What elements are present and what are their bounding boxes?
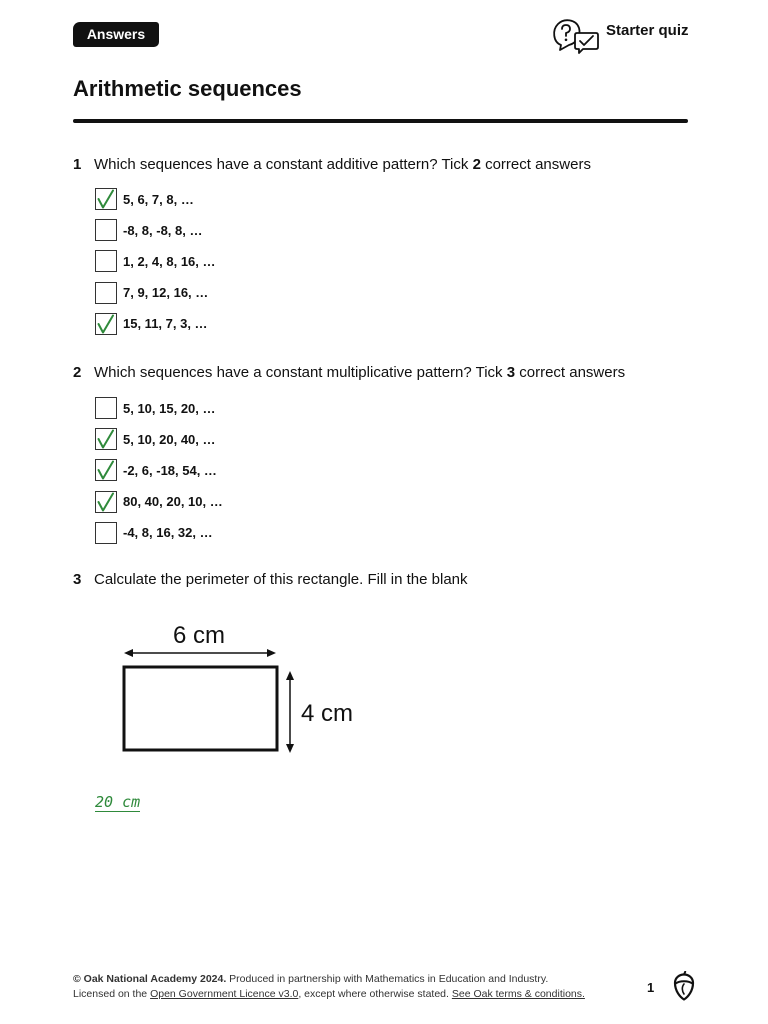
answer-checkbox[interactable]	[95, 188, 117, 210]
answer-checkbox[interactable]	[95, 459, 117, 481]
footer-line	[73, 972, 585, 987]
question-prompt	[94, 364, 625, 382]
answer-checkbox[interactable]	[95, 250, 117, 272]
quiz-type-label: Starter quiz	[606, 22, 689, 39]
footer	[73, 972, 585, 1002]
partnership-text: Produced in partnership with Mathematics in Education and Industry.	[229, 973, 549, 985]
answer-option	[95, 491, 223, 513]
question-number: 1	[73, 156, 82, 173]
page-number: 1	[647, 980, 655, 995]
terms-link[interactable]: See Oak terms & conditions.	[451, 988, 585, 1000]
width-arrow	[124, 649, 276, 657]
title-divider	[73, 119, 688, 123]
option-label: 5, 10, 20, 40, …	[123, 431, 216, 447]
copyright-text: © Oak National Academy 2024.	[73, 973, 227, 985]
answer-option	[95, 313, 216, 335]
answer-checkbox[interactable]	[95, 428, 117, 450]
width-label: 6 cm	[172, 622, 226, 649]
answer-checkbox[interactable]	[95, 282, 117, 304]
rectangle-diagram	[110, 612, 380, 760]
answer-count: 3	[506, 364, 516, 381]
answer-option	[95, 397, 223, 419]
answer-checkbox[interactable]	[95, 219, 117, 241]
answer-option	[95, 188, 216, 210]
answer-option	[95, 219, 216, 241]
answer-option	[95, 250, 216, 272]
option-label: 7, 9, 12, 16, …	[123, 285, 209, 301]
question-prompt: Calculate the perimeter of this rectangle. Fill in the blank	[94, 571, 468, 588]
answer-checkbox[interactable]	[95, 313, 117, 335]
option-label: -4, 8, 16, 32, …	[123, 525, 213, 541]
answer-checkbox[interactable]	[95, 397, 117, 419]
question-check-speech-bubbles-icon	[551, 18, 599, 54]
prompt-text: Which sequences have a constant multiplicative pattern? Tick	[94, 364, 503, 381]
options-list	[95, 188, 216, 344]
answer-option	[95, 428, 223, 450]
question-number: 3	[73, 571, 82, 588]
prompt-text: correct answers	[485, 156, 591, 173]
question-prompt	[94, 156, 591, 174]
answer-count: 2	[472, 156, 481, 173]
option-label: 15, 11, 7, 3, …	[123, 316, 208, 332]
option-label: 1, 2, 4, 8, 16, …	[123, 253, 216, 269]
prompt-text: correct answers	[519, 364, 626, 381]
answer-checkbox[interactable]	[95, 491, 117, 513]
oak-acorn-icon	[672, 971, 696, 1001]
page-title: Arithmetic sequences	[73, 76, 302, 101]
options-list	[95, 397, 223, 553]
checkmark-icon	[95, 459, 117, 481]
answer-blank[interactable]: 20 cm	[95, 793, 141, 811]
answers-badge: Answers	[73, 22, 159, 47]
question-number: 2	[73, 364, 82, 381]
option-label: 80, 40, 20, 10, …	[123, 494, 223, 510]
checkmark-icon	[95, 313, 117, 335]
checkmark-icon	[95, 188, 117, 210]
footer-line	[73, 987, 585, 1002]
prompt-text: Which sequences have a constant additive pattern? Tick	[94, 156, 469, 173]
answer-option	[95, 459, 223, 481]
answer-option	[95, 522, 223, 544]
rectangle-shape	[124, 667, 277, 750]
option-label: 5, 6, 7, 8, …	[123, 191, 194, 207]
option-label: 5, 10, 15, 20, …	[123, 400, 216, 416]
option-label: -8, 8, -8, 8, …	[123, 222, 203, 238]
checkmark-icon	[95, 428, 117, 450]
answer-checkbox[interactable]	[95, 522, 117, 544]
height-arrow	[286, 671, 294, 753]
answer-option	[95, 282, 216, 304]
licence-text: Licensed on the	[73, 988, 148, 1000]
licence-link[interactable]: Open Government Licence v3.0	[150, 988, 299, 1000]
height-label: 4 cm	[301, 700, 354, 727]
option-label: -2, 6, -18, 54, …	[123, 462, 217, 478]
checkmark-icon	[95, 491, 117, 513]
licence-text: , except where otherwise stated.	[298, 988, 449, 1000]
